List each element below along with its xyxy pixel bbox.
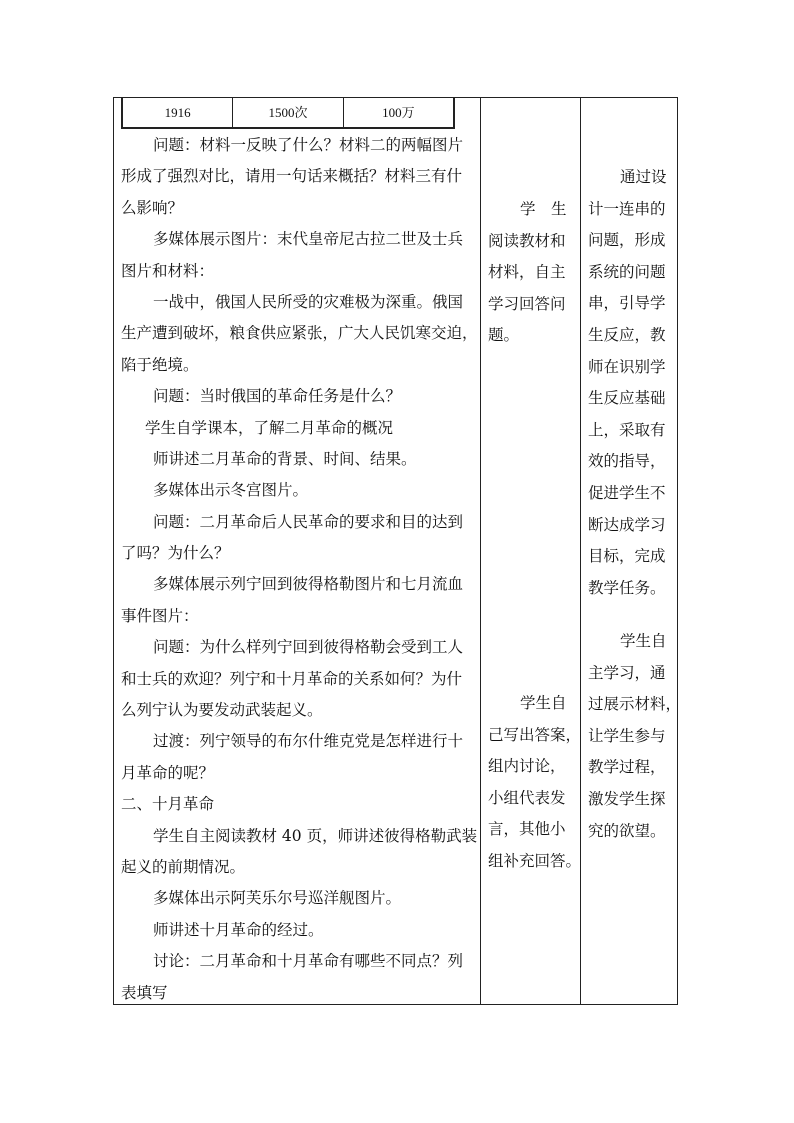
teacher-activity-text [121,130,478,1009]
text-line: 么影响？ [121,198,184,217]
text-line: 己写出答案， [488,725,582,744]
casualty-cell: 100万 [382,105,415,120]
text-line: 多媒体展示列宁回到彼得格勒图片和七月流血 [153,575,464,594]
year-cell: 1916 [123,98,233,127]
text-line: 生反应，教 [588,325,666,344]
text-line: 多媒体出示阿芙乐尔号巡洋舰图片。 [153,889,402,908]
text-line: 多媒体展示图片：末代皇帝尼古拉二世及士兵 [153,230,464,249]
text-line: 题。 [488,326,520,345]
text-line: 组补充回答。 [488,851,582,870]
text-line: 生反应基础 [588,389,666,408]
text-line: 学 生 [520,200,567,218]
student-activity-block-2 [488,688,580,878]
lesson-table [113,97,682,1005]
count-cell: 1500次 [233,98,343,127]
text-line: 材料，自主 [488,263,566,282]
text-line: 问题：当时俄国的革命任务是什么？ [153,387,402,406]
text-line: 让学生参与 [588,726,666,745]
text-line: 上，采取有 [588,420,666,439]
text-line: 师在识别学 [588,357,666,376]
text-line: 断达成学习 [588,515,666,534]
text-line: 效的指导， [588,452,666,471]
text-line: 组内讨论， [488,757,566,776]
text-line: 陷于绝境。 [121,355,199,374]
text-line: 和士兵的欢迎？列宁和十月革命的关系如何？为什 [121,669,463,688]
text-line: 问题：材料一反映了什么？材料二的两幅图片 [153,136,464,154]
text-line: 讨论：二月革命和十月革命有哪些不同点？列 [153,952,464,971]
text-line: 学生自学课本，了解二月革命的概况 [145,418,394,437]
text-line: 教学过程， [588,758,666,777]
text-line: 生产遭到破坏，粮食供应紧张，广大人民饥寒交迫， [121,324,478,343]
text-line: 了吗？为什么？ [121,544,230,563]
column-divider-1 [480,98,481,1004]
text-line: 师讲述二月革命的背景、时间、结果。 [153,449,417,468]
text-line: 起义的前期情况。 [121,857,246,876]
text-line: 表填写 [121,983,168,1002]
text-line: 串，引导学 [588,294,666,313]
design-intent-block-1 [588,162,676,604]
text-line: 小组代表发 [488,788,566,807]
text-line: 学生自 [620,632,667,650]
text-line: 形成了强烈对比，请用一句话来概括？材料三有什 [121,167,463,186]
text-line: 计一连串的 [588,199,666,218]
text-line: 事件图片： [121,606,199,625]
text-line: 通过设 [620,168,667,186]
text-line: 问题，形成 [588,231,666,250]
text-line: 多媒体出示冬宫图片。 [153,481,309,500]
text-line: 过渡：列宁领导的布尔什维克党是怎样进行十 [153,732,464,751]
text-line: 激发学生探 [588,789,666,808]
text-line: 阅读教材和 [488,231,566,250]
text-line: 图片和材料： [121,261,215,280]
text-line: 学习回答问 [488,294,566,313]
text-line: 教学任务。 [588,578,666,597]
war-stats-table-row [121,98,455,129]
text-line: 过展示材料， [588,695,682,714]
text-line: 问题：二月革命后人民革命的要求和目的达到 [153,512,464,531]
design-intent-block-2 [588,626,682,847]
text-line: 主学习，通 [588,663,666,682]
text-line: 一战中，俄国人民所受的灾难极为深重。俄国 [153,292,464,311]
text-line: 目标，完成 [588,547,666,566]
text-line: 促进学生不 [588,483,666,502]
text-line: 么列宁认为要发动武装起义。 [121,701,323,720]
text-line: 问题：为什么样列宁回到彼得格勒会受到工人 [153,638,464,657]
text-line: 二、十月革命 [121,795,215,814]
text-line: 月革命的呢？ [121,763,215,782]
text-line: 究的欲望。 [588,821,666,840]
text-line: 言，其他小 [488,820,566,839]
text-line: 系统的问题 [588,262,666,281]
text-line: 学生自 [520,694,567,712]
text-line: 师讲述十月革命的经过。 [153,920,324,939]
text-line: 学生自主阅读教材 40 页，师讲述彼得格勒武装 [153,826,478,845]
student-activity-block-1 [488,194,580,352]
